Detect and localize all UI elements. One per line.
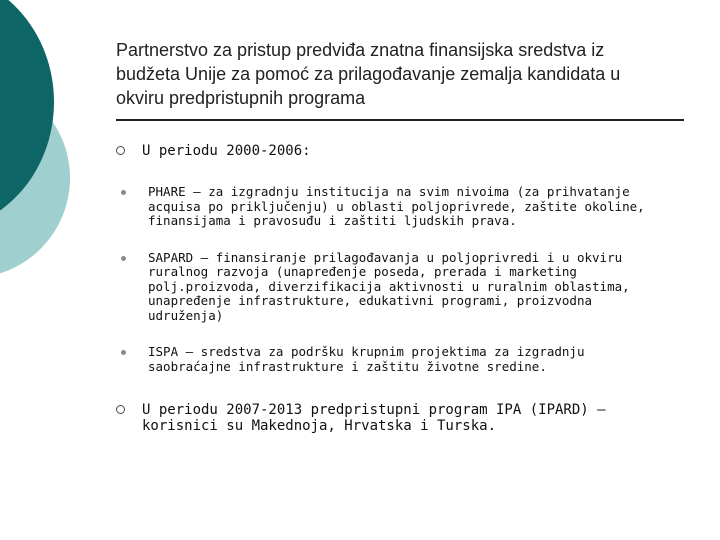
title-line: budžeta Unije za pomoć za prilagođavanje zemalja kandidata u: [116, 64, 621, 84]
sub-bullet-list: [116, 185, 676, 374]
sub-bullet-line: acquisa po priključenju) u oblasti poljoprivrede, zaštite okoline,: [148, 198, 645, 214]
sub-bullet-line: polj.proizvoda, diverzifikacija aktivnosti u ruralnim oblastima,: [148, 278, 630, 294]
sub-bullet-phare: [116, 185, 676, 229]
title-divider: [116, 119, 684, 121]
sub-bullet-line: finansijama i pravosuđu i zaštiti ljudskih prava.: [148, 213, 517, 228]
sub-bullet-line: SAPARD – finansiranje prilagođavanja u poljoprivredi i u okviru: [148, 249, 623, 265]
sub-bullet-sapard: [116, 251, 676, 324]
dot-bullet-icon: [121, 190, 126, 195]
hollow-circle-bullet-icon: [116, 146, 125, 155]
dot-bullet-icon: [121, 256, 126, 261]
slide-title: [116, 38, 696, 110]
sub-bullet-line: ISPA – sredstva za podršku krupnim projektima za izgradnju: [148, 344, 585, 359]
sub-bullet-line: PHARE – za izgradnju institucija na svim nivoima (za prihvatanje: [148, 184, 630, 199]
bullet-text: U periodu 2000-2006:: [142, 143, 311, 159]
bullet-period-2007-2013: [116, 402, 676, 434]
decorative-circles: [0, 0, 110, 300]
bullet-line: U periodu 2007-2013 predpristupni program IPA (IPARD) –: [142, 402, 606, 418]
sub-bullet-line: udruženja): [148, 307, 224, 323]
hollow-circle-bullet-icon: [116, 405, 125, 414]
slide-content: [116, 143, 676, 434]
title-line: Partnerstvo za pristup predviđa znatna finansijska sredstva iz: [116, 40, 605, 60]
sub-bullet-line: ruralnog razvoja (unapređenje poseda, prerada i marketing: [148, 264, 577, 279]
sub-bullet-line: unapređenje infrastrukture, edukativni programi, proizvodna: [148, 293, 593, 308]
bullet-line: korisnici su Makednoja, Hrvatska i Turska.: [142, 418, 497, 434]
title-line: okviru predpristupnih programa: [116, 88, 366, 108]
sub-bullet-ispa: [116, 345, 676, 374]
dot-bullet-icon: [121, 350, 126, 355]
sub-bullet-line: saobraćajne infrastrukture i zaštitu životne sredine.: [148, 358, 547, 374]
bullet-period-2000-2006: [116, 143, 676, 159]
